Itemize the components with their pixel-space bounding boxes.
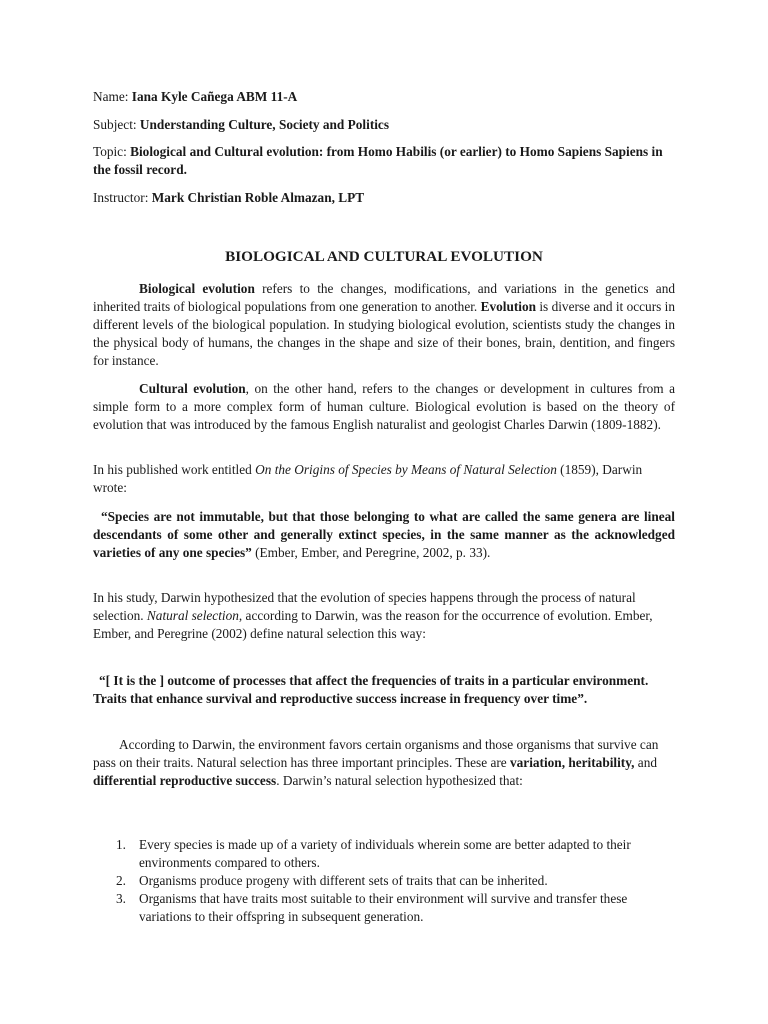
p1-text-1: refers to the changes, modifications, and variations in the genetics and inherited traits of biological populations from one generation to another. [93,281,675,314]
subject-value: Understanding Culture, Society and Politics [139,117,390,132]
paragraph-principles [93,736,675,790]
paragraph-biological-evolution [93,280,675,370]
list-item-text: Every species is made up of a variety of individuals wherein some are better adapted to their environments compared to others. [139,837,631,870]
p4-text-1: In his study, Darwin hypothesized that the evolution of species happens through the process of natural selection. [93,590,636,623]
term-biological-evolution: Biological evolution [139,281,255,296]
p1-text-2: is diverse and it occurs in different levels of the biological population. In studying biological evolution, scientists study the changes in the physical body of humans, the changes in the shape and size of their bones, brain, dentition, and fingers for instance. [93,299,675,368]
name-line [93,88,675,106]
topic-value: Biological and Cultural evolution: from Homo Habilis (or earlier) to Homo Sapiens Sapiens in the fossil record. [93,144,663,177]
list-item-text: Organisms produce progeny with different sets of traits that can be inherited. [139,873,548,888]
list-number: 2. [116,873,126,888]
quote-text: “Species are not immutable, but that those belonging to what are called the same genera are lineal descendants of some other and generally extinct species, in the same manner as the acknowledged varieties of any one species” [93,509,675,560]
principles-list [93,836,675,926]
definition-quote-text: “[ It is the ] outcome of processes that affect the frequencies of traits in a particular environment. Traits that enhance survival and reproductive success increase in frequency over time”. [93,673,649,706]
document-title: BIOLOGICAL AND CULTURAL EVOLUTION [225,248,543,265]
list-item [93,890,675,926]
subject-line [93,116,675,134]
instructor-line [93,189,675,207]
instructor-label: Instructor: [93,190,149,205]
quote-citation: (Ember, Ember, and Peregrine, 2002, p. 33). [251,545,491,560]
p5-text-3: . Darwin’s natural selection hypothesized that: [276,773,523,788]
topic-line [93,143,675,179]
subject-label: Subject: [93,117,137,132]
topic-label: Topic: [93,144,127,159]
paragraph-natural-selection [93,589,675,643]
p5-text-2: and [634,755,658,770]
name-value: Iana Kyle Cañega ABM 11-A [131,89,298,104]
list-number: 3. [116,891,126,906]
book-title: On the Origins of Species by Means of Natural Selection [255,462,557,477]
term-variation-heritability: variation, heritability, [510,755,635,770]
list-item [93,836,675,872]
name-label: Name: [93,89,129,104]
paragraph-published-work [93,461,675,497]
instructor-value: Mark Christian Roble Almazan, LPT [151,190,365,205]
term-evolution: Evolution [480,299,537,314]
term-natural-selection: Natural selection [146,608,239,623]
p3-text-1: In his published work entitled [93,462,256,477]
list-item [93,872,675,890]
definition-quote [93,672,675,708]
term-cultural-evolution: Cultural evolution [139,381,246,396]
term-differential-reproductive-success: differential reproductive success [93,773,277,788]
darwin-quote [93,508,675,562]
paragraph-cultural-evolution [93,380,675,434]
list-number: 1. [116,837,126,852]
list-item-text: Organisms that have traits most suitable to their environment will survive and transfer these variations to their offspring in subsequent generation. [139,891,628,924]
p5-text-1: According to Darwin, the environment favors certain organisms and those organisms that survive can pass on their traits. Natural selection has three important principles. These are [93,737,659,770]
p3-text-2: (1859), Darwin wrote: [93,462,643,495]
p4-text-2: , according to Darwin, was the reason for the occurrence of evolution. Ember, Ember, and Peregrine (2002) define natural selection this way: [93,608,653,641]
p2-text: , on the other hand, refers to the changes or development in cultures from a simple form to a more complex form of human culture. Biological evolution is based on the theory of evolution that was introduced by the famous English naturalist and geologist Charles Darwin (1809-1882). [93,381,675,432]
